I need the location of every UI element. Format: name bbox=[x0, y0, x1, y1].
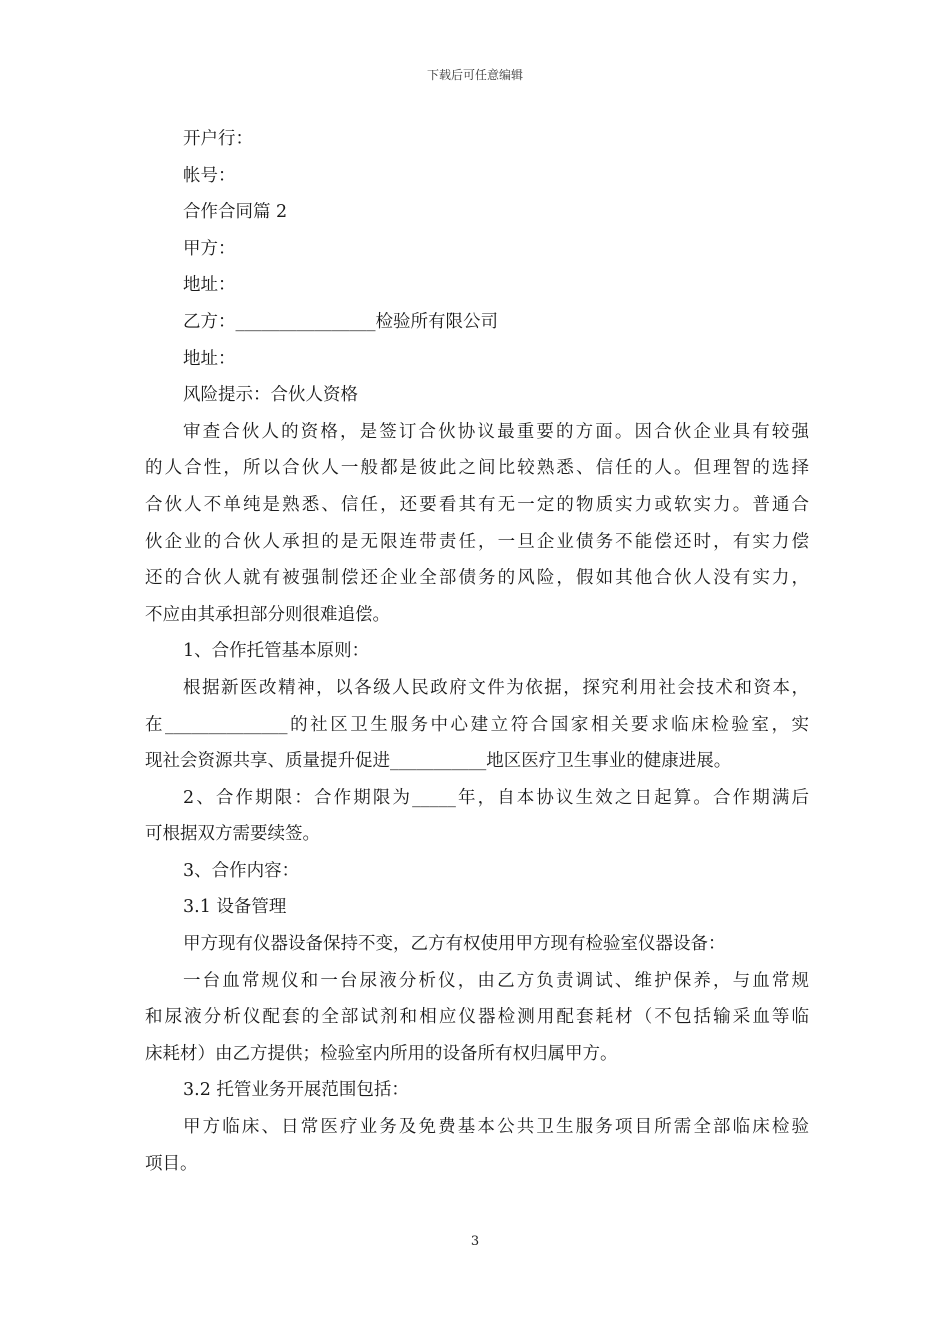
section-3-1-line: 床耗材）由乙方提供；检验室内所用的设备所有权归属甲方。 bbox=[145, 1043, 618, 1064]
section-2-line: 2、合作期限：合作期限为_____年，自本协议生效之日起算。合作期满后 bbox=[183, 787, 809, 808]
section-3-1-title: 3.1 设备管理 bbox=[183, 897, 287, 918]
section-3-1-line: 甲方现有仪器设备保持不变，乙方有权使用甲方现有检验室仪器设备： bbox=[183, 934, 726, 955]
section-1-line: 在______________的社区卫生服务中心建立符合国家相关要求临床检验室，实 bbox=[145, 714, 809, 735]
risk-title: 风险提示：合伙人资格 bbox=[183, 385, 358, 406]
party-a-line: 甲方： bbox=[183, 238, 236, 259]
party-b-address: 地址： bbox=[183, 348, 236, 369]
risk-paragraph-line: 的人合性，所以合伙人一般都是彼此之间比较熟悉、信任的人。但理智的选择 bbox=[145, 458, 809, 479]
contract-title: 合作合同篇 2 bbox=[183, 202, 288, 223]
section-3-1-line: 和尿液分析仪配套的全部试剂和相应仪器检测用配套耗材（不包括输采血等临 bbox=[145, 1007, 809, 1028]
party-a-address: 地址： bbox=[183, 275, 236, 296]
section-2-line: 可根据双方需要续签。 bbox=[145, 824, 320, 845]
section-3-1-line: 一台血常规仪和一台尿液分析仪，由乙方负责调试、维护保养，与血常规 bbox=[183, 970, 809, 991]
bank-line: 开户行： bbox=[183, 129, 253, 149]
risk-paragraph-line: 不应由其承担部分则很难追偿。 bbox=[145, 604, 390, 625]
section-3-title: 3、合作内容： bbox=[183, 860, 300, 881]
section-1-line: 根据新医改精神，以各级人民政府文件为依据，探究利用社会技术和资本， bbox=[183, 677, 809, 698]
risk-paragraph-line: 合伙人不单纯是熟悉、信任，还要看其有无一定的物质实力或软实力。普通合 bbox=[145, 494, 809, 515]
section-3-2-title: 3.2 托管业务开展范围包括： bbox=[183, 1080, 409, 1101]
document-body bbox=[145, 121, 809, 1182]
section-3-2-line: 项目。 bbox=[145, 1153, 198, 1174]
party-b-line: 乙方：________________检验所有限公司 bbox=[183, 311, 498, 332]
account-line: 帐号： bbox=[183, 165, 236, 186]
section-3-2-line: 甲方临床、日常医疗业务及免费基本公共卫生服务项目所需全部临床检验 bbox=[183, 1117, 809, 1138]
page-header: 下载后可任意编辑 bbox=[426, 68, 523, 82]
risk-paragraph-line: 还的合伙人就有被强制偿还企业全部债务的风险，假如其他合伙人没有实力， bbox=[145, 568, 809, 589]
page-number: 3 bbox=[470, 1234, 480, 1249]
risk-paragraph-line: 伙企业的合伙人承担的是无限连带责任，一旦企业债务不能偿还时，有实力偿 bbox=[145, 531, 809, 552]
section-1-title: 1、合作托管基本原则： bbox=[183, 641, 370, 662]
risk-paragraph-line: 审查合伙人的资格，是签订合伙协议最重要的方面。因合伙企业具有较强 bbox=[183, 421, 809, 442]
section-1-line: 现社会资源共享、质量提升促进___________地区医疗卫生事业的健康进展。 bbox=[145, 751, 732, 772]
